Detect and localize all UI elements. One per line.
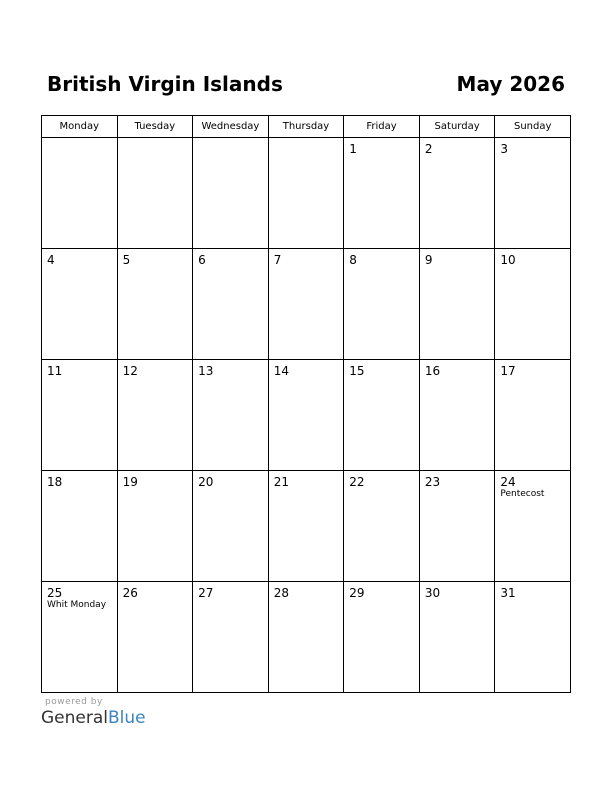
day-cell <box>268 582 344 693</box>
day-number <box>269 138 344 142</box>
week-row-3 <box>42 360 571 471</box>
week-row-1 <box>42 138 571 249</box>
day-cell <box>42 249 118 360</box>
day-number: 30 <box>424 586 441 600</box>
day-cell <box>344 249 420 360</box>
day-number <box>118 138 193 142</box>
day-cell <box>495 360 571 471</box>
day-number: 21 <box>273 475 289 489</box>
day-cell <box>419 582 495 693</box>
day-number: 8 <box>349 253 357 267</box>
week-row-2 <box>42 249 571 360</box>
day-cell <box>419 138 495 249</box>
holiday-label: Whit Monday <box>47 600 107 610</box>
day-cell <box>419 360 495 471</box>
day-cell <box>193 360 269 471</box>
day-number: 11 <box>47 364 63 378</box>
day-number: 29 <box>349 586 365 600</box>
day-number: 25 <box>47 586 63 600</box>
day-cell-holiday <box>495 471 571 582</box>
day-cell <box>117 582 193 693</box>
day-number: 6 <box>198 253 206 267</box>
day-number: 31 <box>500 586 516 600</box>
generalblue-logo[interactable] <box>41 707 146 729</box>
day-number: 19 <box>122 475 138 489</box>
day-number: 24 <box>500 475 516 489</box>
logo-text-general: General <box>41 708 108 728</box>
day-cell <box>117 360 193 471</box>
day-cell <box>344 360 420 471</box>
day-cell <box>117 249 193 360</box>
day-cell-empty <box>193 138 269 249</box>
day-cell <box>193 471 269 582</box>
calendar-country-title: British Virgin Islands <box>47 72 283 96</box>
day-cell <box>419 471 495 582</box>
day-cell-empty <box>117 138 193 249</box>
calendar-grid <box>41 115 571 693</box>
day-number: 23 <box>424 475 441 489</box>
day-cell <box>344 471 420 582</box>
day-number: 27 <box>198 586 214 600</box>
day-number <box>42 138 117 142</box>
day-cell <box>193 249 269 360</box>
day-number: 15 <box>349 364 365 378</box>
day-cell-empty <box>268 138 344 249</box>
day-number: 4 <box>47 253 55 267</box>
day-cell <box>268 360 344 471</box>
day-cell <box>193 582 269 693</box>
weekday-header-tuesday: Tuesday <box>117 116 193 138</box>
day-cell <box>117 471 193 582</box>
day-number: 2 <box>424 142 433 156</box>
weekday-header-friday: Friday <box>344 116 420 138</box>
day-number <box>193 138 268 142</box>
day-number: 16 <box>424 364 441 378</box>
day-number: 20 <box>198 475 214 489</box>
day-number: 5 <box>122 253 131 267</box>
logo-text-blue: Blue <box>108 708 146 728</box>
day-cell <box>495 582 571 693</box>
weekday-header-wednesday: Wednesday <box>193 116 269 138</box>
day-number: 3 <box>500 142 509 156</box>
day-cell-empty <box>42 138 118 249</box>
day-number: 1 <box>349 142 357 156</box>
day-cell <box>268 471 344 582</box>
day-number: 9 <box>424 253 433 267</box>
weekday-header-sunday: Sunday <box>495 116 571 138</box>
calendar-month-title: May 2026 <box>456 72 565 96</box>
day-cell <box>419 249 495 360</box>
day-cell <box>42 471 118 582</box>
day-number: 22 <box>349 475 365 489</box>
day-cell <box>42 360 118 471</box>
day-number: 18 <box>47 475 63 489</box>
day-number: 17 <box>500 364 516 378</box>
day-cell <box>495 138 571 249</box>
holiday-label: Pentecost <box>500 489 545 499</box>
day-cell <box>344 582 420 693</box>
day-number: 26 <box>122 586 138 600</box>
day-cell <box>344 138 420 249</box>
day-number: 10 <box>500 253 516 267</box>
day-cell <box>495 249 571 360</box>
powered-by-label: powered by <box>45 697 103 707</box>
weekday-header-thursday: Thursday <box>268 116 344 138</box>
day-number: 12 <box>122 364 138 378</box>
day-number: 28 <box>273 586 289 600</box>
weekday-header-saturday: Saturday <box>419 116 495 138</box>
week-row-4 <box>42 471 571 582</box>
weekday-header-monday: Monday <box>42 116 118 138</box>
day-number: 14 <box>273 364 289 378</box>
day-number: 13 <box>198 364 214 378</box>
day-cell <box>268 249 344 360</box>
day-cell-holiday <box>42 582 118 693</box>
week-row-5 <box>42 582 571 693</box>
weekday-header-row <box>42 116 571 138</box>
day-number: 7 <box>273 253 282 267</box>
